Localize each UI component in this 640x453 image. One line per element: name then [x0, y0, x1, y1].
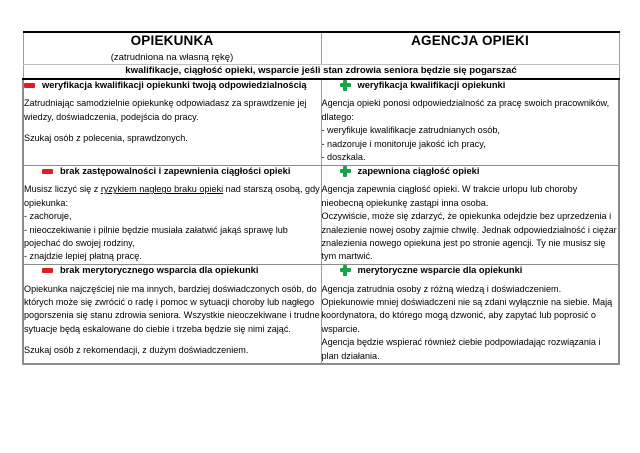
paragraph: - weryfikuje kwalifikacje zatrudnianych osób, — [321, 125, 500, 136]
paragraph: Zatrudniając samodzielnie opiekunkę odpowiadasz za sprawdzenie jej wiedzy, doświadczenia, podejścia do pracy. — [24, 98, 307, 122]
row-heading-label: merytoryczne wsparcie dla opiekunki — [357, 264, 523, 275]
paragraph: Opiekunka najczęściej nie ma innych, bardziej doświadczonych osób, do których może się zwrócić o radę i pomoc w sytuacji choroby lub nagłego pogorszenia się stanu zdrowia seniora. Wszystkie nieoczekiwane i trudne sytuacje będą eskalowane do ciebie i trzeba będzie się nimi zająć. — [24, 283, 320, 334]
underlined-phrase: ryzykiem nagłego braku opieki — [100, 184, 224, 195]
row-heading-label: weryfikacja kwalifikacji opiekunki — [357, 79, 506, 90]
banner-cell — [23, 65, 619, 79]
table-row — [23, 264, 619, 364]
paragraph: Opiekunowie mniej doświadczeni nie są zdani wyłącznie na siebie. Mają koordynatora, do którego mogą dzwonić, aby zapytać lub poprosić o wsparcie. — [321, 296, 613, 334]
paragraph: - zachoruje, — [24, 211, 72, 222]
plus-icon — [340, 265, 351, 276]
page-title-agency: AGENCJA OPIEKI — [411, 33, 529, 48]
minus-icon — [42, 169, 53, 174]
comparison-table — [22, 31, 620, 365]
paragraph: Agencja będzie wspierać również ciebie podpowiadając rozwiązania i plan działania. — [321, 337, 601, 361]
cell-caregiver-support — [23, 264, 321, 364]
row-heading-negative-qualifications — [24, 80, 321, 92]
row-heading-negative-continuity — [24, 166, 321, 178]
row-heading-positive-qualifications — [322, 80, 619, 92]
paragraph: - znajdzie lepiej płatną pracę. — [24, 251, 142, 262]
header-subtitle-caregiver: (zatrudniona na własną rękę) — [110, 51, 234, 63]
cell-agency-support — [321, 264, 619, 364]
cell-caregiver-continuity — [23, 165, 321, 264]
table-row — [23, 79, 619, 165]
row-heading-negative-support — [24, 265, 321, 277]
row-heading-label: brak merytorycznego wsparcia dla opiekunki — [60, 264, 259, 275]
paragraph: Agencja opieki ponosi odpowiedzialność za pracę swoich pracowników, dlatego: — [321, 98, 610, 122]
header-cell-caregiver — [23, 32, 321, 65]
minus-icon — [42, 268, 53, 273]
row-heading-positive-support — [322, 265, 619, 277]
paragraph: - nieoczekiwanie i pilnie będzie musiała załatwić jakąś sprawę lub pojechać do swojej rodziny, — [24, 224, 288, 248]
table-row — [23, 165, 619, 264]
cell-agency-continuity — [321, 165, 619, 264]
cell-caregiver-qualifications — [23, 79, 321, 165]
minus-icon — [24, 83, 35, 88]
paragraph: Szukaj osób z rekomendacji, z dużym doświadczeniem. — [24, 345, 249, 356]
row-heading-label: zapewniona ciągłość opieki — [357, 165, 480, 176]
page-title-caregiver: OPIEKUNKA — [130, 33, 214, 48]
plus-icon — [340, 80, 351, 91]
paragraph: - doszkala. — [321, 152, 366, 163]
cell-agency-qualifications — [321, 79, 619, 165]
row-heading-label: brak zastępowalności i zapewnienia ciągłości opieki — [60, 165, 291, 176]
table-header-row — [23, 32, 619, 65]
plus-icon — [340, 166, 351, 177]
row-heading-positive-continuity — [322, 166, 619, 178]
paragraph: Agencja zapewnia ciągłość opieki. W trakcie urlopu lub choroby nieobecną opiekunkę zastąpi inna osoba. — [321, 184, 578, 208]
banner-text: kwalifikacje, ciągłość opieki, wsparcie jeśli stan zdrowia seniora będzie się pogarszać — [125, 65, 517, 77]
paragraph: Agencja zatrudnia osoby z różną wiedzą i doświadczeniem. — [321, 283, 562, 294]
paragraph: - nadzoruje i monitoruje jakość ich pracy, — [321, 138, 486, 149]
paragraph-with-underline: Musisz liczyć się z ryzykiem nagłego braku opieki nad starszą osobą, gdy opiekunka: — [24, 184, 320, 208]
table-banner-row — [23, 65, 619, 79]
paragraph: Oczywiście, może się zdarzyć, że opiekunka odejdzie bez uprzedzenia i znalezienie nowej osoby zajmie chwilę. Jednak odpowiedzialność i ciężar znalezienia nowego opiekuna jest po stronie agencji. Ty nie musisz się tym martwić. — [321, 211, 617, 262]
header-cell-agency — [321, 32, 619, 65]
paragraph: Szukaj osób z polecenia, sprawdzonych. — [24, 133, 188, 144]
row-heading-label: weryfikacja kwalifikacji opiekunki twoją odpowiedzialnością — [42, 79, 307, 90]
